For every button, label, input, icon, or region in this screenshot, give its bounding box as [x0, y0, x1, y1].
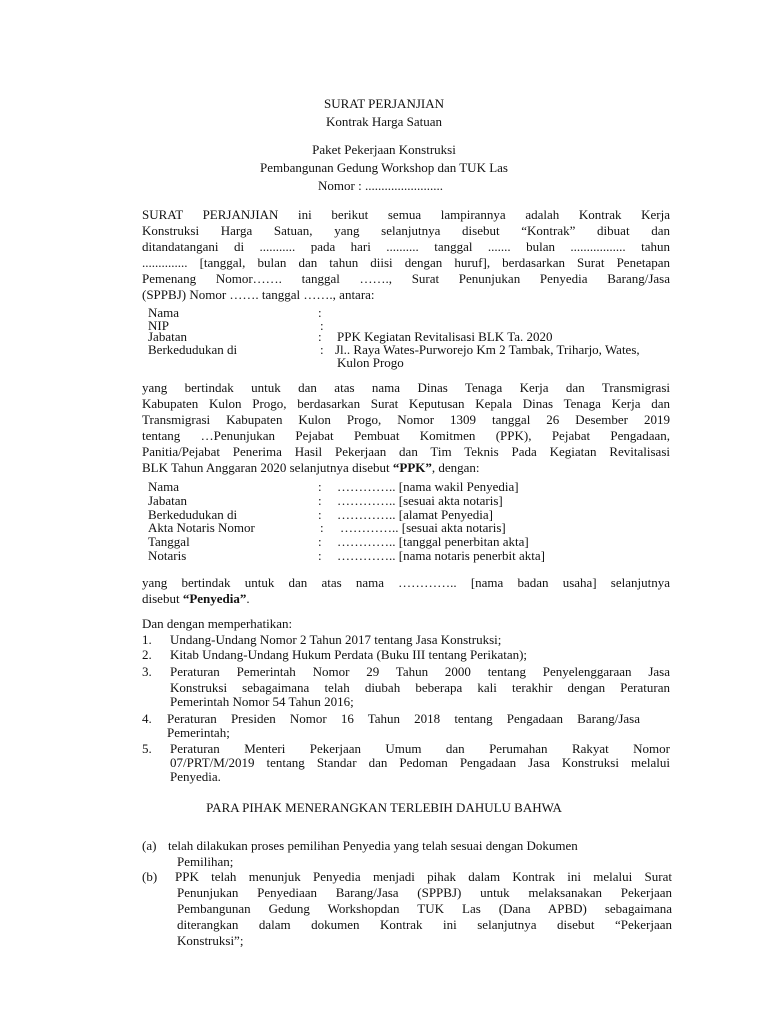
field-label: Berkedudukan di [148, 342, 238, 357]
field-colon: : [320, 520, 324, 535]
field-value: ………….. [sesuai akta notaris] [337, 493, 503, 508]
authority-line: tentang …Penunjukan Pejabat Pembuat Komitmen (PPK), Pejabat Pengadaan, [142, 428, 670, 443]
item-text: Undang-Undang Nomor 2 Tahun 2017 tentang Jasa Konstruksi; [170, 632, 502, 647]
party-one-row [0, 306, 768, 320]
item-text: Pemerintah; [167, 725, 230, 740]
field-colon: : [318, 329, 322, 344]
item-text: Pembangunan Gedung Workshopdan TUK Las (Dana APBD) sebagaimana [177, 901, 672, 916]
party-two-row [0, 549, 768, 563]
authority-line: yang bertindak untuk dan atas nama ………….. [nama badan usaha] selanjutnya [142, 575, 670, 590]
intro-line: (SPPBJ) Nomor ……. tanggal ……., antara: [142, 287, 375, 302]
item-text: Peraturan Presiden Nomor 16 Tahun 2018 tentang Pengadaan Barang/Jasa [167, 711, 640, 726]
item-number: 1. [142, 632, 152, 647]
field-value: ………….. [sesuai akta notaris] [340, 520, 506, 535]
field-label: NIP [148, 318, 169, 333]
field-colon: : [318, 534, 322, 549]
item-text: Konstruksi”; [177, 933, 244, 948]
field-colon: : [318, 479, 322, 494]
field-label: Tanggal [148, 534, 190, 549]
package-label: Paket Pekerjaan Konstruksi [312, 142, 456, 157]
document-subtitle: Kontrak Harga Satuan [325, 114, 442, 129]
address-continuation: Kulon Progo [337, 355, 404, 370]
document-number: Nomor : ........................ [318, 178, 443, 193]
party-two-row [0, 494, 768, 508]
field-colon: : [318, 493, 322, 508]
field-label: Nama [148, 479, 180, 494]
item-text: Pemerintah Nomor 54 Tahun 2016; [170, 694, 354, 709]
field-colon: : [320, 342, 324, 357]
item-text: Peraturan Pemerintah Nomor 29 Tahun 2000 tentang Penyelenggaraan Jasa [170, 664, 670, 679]
authority-line: Kabupaten Kulon Progo, berdasarkan Surat Keputusan Kepala Dinas Tenaga Kerja dan [142, 396, 670, 411]
penyedia-term: “Penyedia” [182, 591, 247, 606]
authority-text: . [246, 591, 250, 606]
intro-line: ditandatangani di ........... pada hari .......... tanggal ....... bulan ................. tahun [142, 239, 670, 254]
field-colon: : [318, 305, 322, 320]
item-text: 07/PRT/M/2019 tentang Standar dan Pedoman Pengadaan Jasa Konstruksi melalui [170, 755, 670, 770]
authority-text: disebut [142, 591, 183, 606]
ppk-term: “PPK” [392, 460, 432, 475]
field-value: Jl.. Raya Wates-Purworejo Km 2 Tambak, Triharjo, Wates, [335, 342, 640, 357]
field-label: Jabatan [148, 493, 187, 508]
field-label: Nama [148, 305, 180, 320]
item-text: telah dilakukan proses pemilihan Penyedia yang telah sesuai dengan Dokumen [168, 838, 578, 853]
item-number: 4. [142, 711, 152, 726]
authority-text: BLK Tahun Anggaran 2020 selanjutnya disebut [142, 460, 393, 475]
considering-intro: Dan dengan memperhatikan: [142, 616, 293, 631]
authority-line [142, 592, 670, 606]
party-two-row [0, 521, 768, 535]
item-text: PPK telah menunjuk Penyedia menjadi pihak dalam Kontrak ini melalui Surat [175, 869, 672, 884]
field-label: Notaris [148, 548, 187, 563]
item-label: (a) [142, 838, 157, 853]
authority-line: Transmigrasi Kabupaten Kulon Progo, Nomor 1309 tanggal 26 Desember 2019 [142, 412, 670, 427]
item-label: (b) [142, 869, 158, 884]
item-text: diterangkan dalam dokumen Kontrak ini selanjutnya disebut “Pekerjaan [177, 917, 672, 932]
field-label: Jabatan [148, 329, 187, 344]
field-value: ………….. [alamat Penyedia] [337, 507, 493, 522]
item-text: Penunjukan Penyediaan Barang/Jasa (SPPBJ) untuk melaksanakan Pekerjaan [177, 885, 672, 900]
party-two-row [0, 535, 768, 549]
item-text: Penyedia. [170, 769, 221, 784]
intro-line: Konstruksi Harga Satuan, yang selanjutnya disebut “Kontrak” dibuat dan [142, 223, 670, 238]
field-colon: : [320, 318, 324, 333]
field-colon: : [318, 548, 322, 563]
item-number: 3. [142, 664, 152, 679]
intro-line: SURAT PERJANJIAN ini berikut semua lampirannya adalah Kontrak Kerja [142, 207, 670, 222]
field-value: ………….. [tanggal penerbitan akta] [337, 534, 529, 549]
field-label: Akta Notaris Nomor [148, 520, 255, 535]
authority-text: , dengan: [431, 460, 480, 475]
item-number: 2. [142, 647, 152, 662]
authority-line [142, 461, 670, 475]
document-title: SURAT PERJANJIAN [323, 96, 445, 111]
item-text: Peraturan Menteri Pekerjaan Umum dan Perumahan Rakyat Nomor [170, 741, 670, 756]
item-text: Pemilihan; [177, 854, 234, 869]
field-value: ………….. [nama wakil Penyedia] [337, 479, 519, 494]
section-heading: PARA PIHAK MENERANGKAN TERLEBIH DAHULU BAHWA [206, 800, 562, 815]
field-value: ………….. [nama notaris penerbit akta] [337, 548, 545, 563]
intro-line: .............. [tanggal, bulan dan tahun diisi dengan huruf], berdasarkan Surat Penetapan [142, 255, 670, 270]
item-text: Konstruksi sebagaimana telah diubah beberapa kali terakhir dengan Peraturan [170, 680, 670, 695]
project-name: Pembangunan Gedung Workshop dan TUK Las [260, 160, 508, 175]
party-two-row [0, 480, 768, 494]
authority-line: Panitia/Pejabat Penerima Hasil Pekerjaan dan Tim Teknis Pada Kegiatan Revitalisasi [142, 444, 670, 459]
authority-line: yang bertindak untuk dan atas nama Dinas Tenaga Kerja dan Transmigrasi [142, 380, 670, 395]
intro-line: Pemenang Nomor……. tanggal ……., Surat Penunjukan Penyedia Barang/Jasa [142, 271, 670, 286]
field-value: PPK Kegiatan Revitalisasi BLK Ta. 2020 [337, 329, 553, 344]
field-colon: : [318, 507, 322, 522]
field-label: Berkedudukan di [148, 507, 238, 522]
item-text: Kitab Undang-Undang Hukum Perdata (Buku III tentang Perikatan); [170, 647, 528, 662]
item-number: 5. [142, 741, 152, 756]
